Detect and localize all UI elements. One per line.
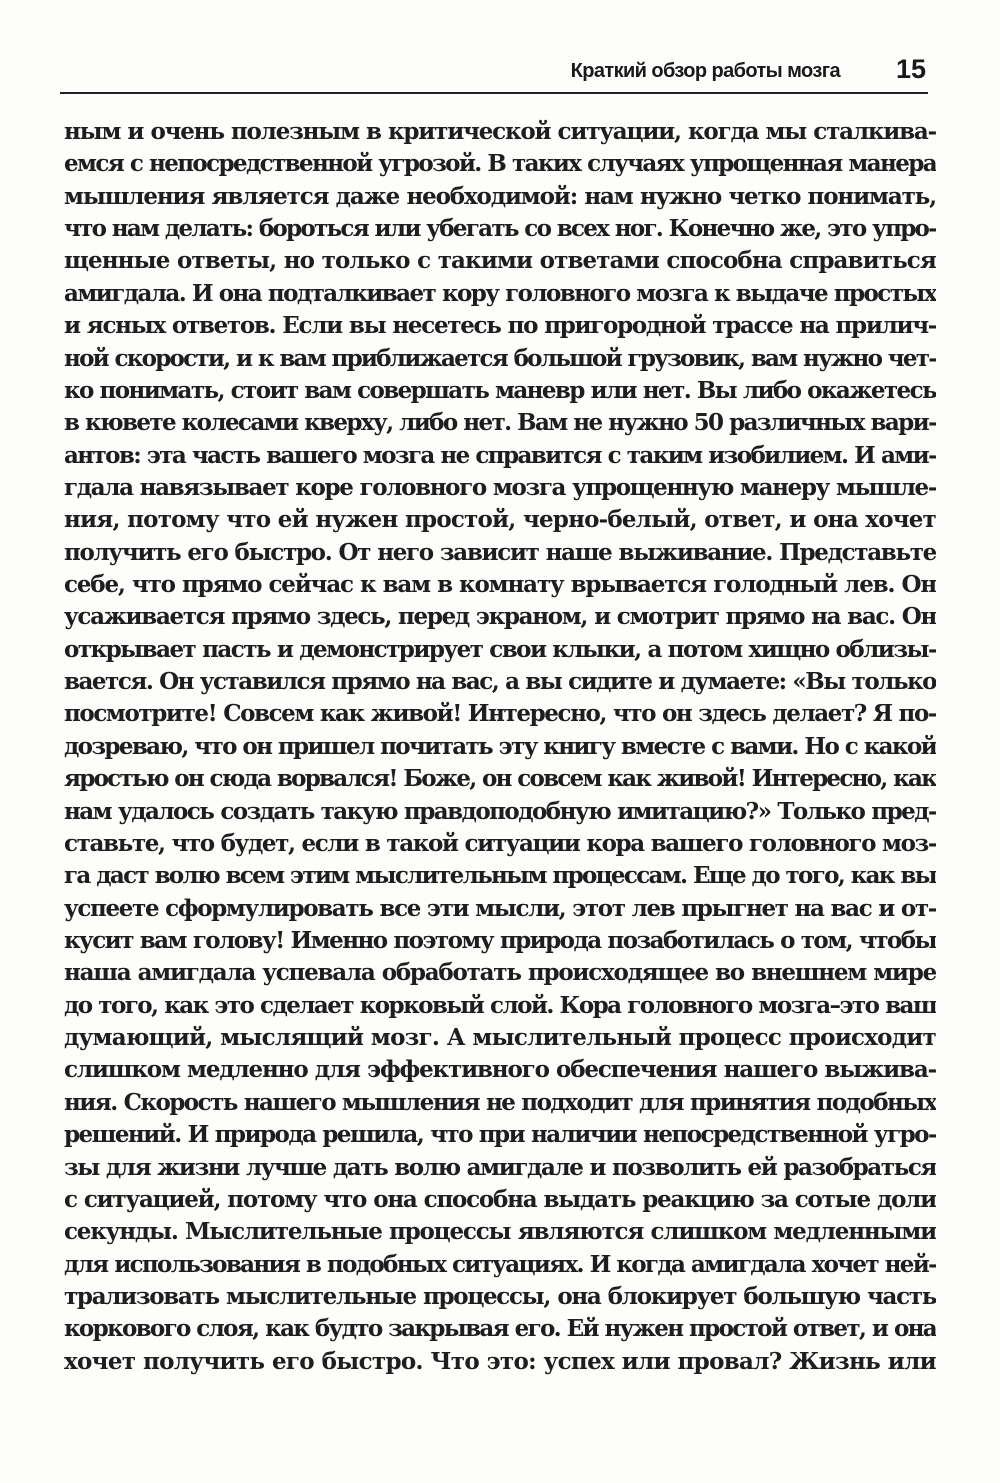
text-line: хочет получить его быстро. Что это: успех или провал? Жизнь или xyxy=(64,1347,936,1375)
text-line: амигдала. И она подталкивает кору головного мозга к выдаче простых xyxy=(64,279,936,307)
text-line: ставьте, что будет, если в такой ситуации кора вашего головного моз- xyxy=(64,829,936,857)
text-line: с ситуацией, потому что она способна выдать реакцию за сотые доли xyxy=(64,1185,936,1213)
text-line: решений. И природа решила, что при наличии непосредственной угро- xyxy=(64,1121,936,1149)
text-line: секунды. Мыслительные процессы являются слишком медленными xyxy=(64,1218,936,1246)
text-line: яростью он сюда ворвался! Боже, он совсем как живой! Интересно, как xyxy=(64,765,936,793)
text-line: и ясных ответов. Если вы несетесь по пригородной трассе на прилич- xyxy=(64,312,936,340)
text-line: ния, потому что ей нужен простой, черно-белый, ответ, и она хочет xyxy=(64,506,936,534)
text-line: щенные ответы, но только с такими ответами способна справиться xyxy=(64,247,936,275)
text-line: себе, что прямо сейчас к вам в комнату врывается голодный лев. Он xyxy=(64,571,936,599)
text-line: трализовать мыслительные процессы, она блокирует большую часть xyxy=(64,1282,936,1310)
text-line: посмотрите! Совсем как живой! Интересно, что он здесь делает? Я по- xyxy=(64,700,936,728)
body-text xyxy=(64,116,936,1378)
text-line: нам удалось создать такую правдоподобную имитацию?» Только пред- xyxy=(64,797,936,825)
text-line: что нам делать: бороться или убегать со всех ног. Конечно же, это упро- xyxy=(64,215,936,243)
text-line: ной скорости, и к вам приближается большой грузовик, вам нужно чет- xyxy=(64,344,936,372)
text-line: открывает пасть и демонстрирует свои клыки, а потом хищно облизы- xyxy=(64,635,936,663)
text-line: мышления является даже необходимой: нам нужно четко понимать, xyxy=(64,182,936,210)
text-line: дозреваю, что он пришел почитать эту книгу вместе с вами. Но с какой xyxy=(64,732,936,760)
text-line: наша амигдала успевала обработать происходящее во внешнем мире xyxy=(64,959,936,987)
text-line: думающий, мыслящий мозг. А мыслительный процесс происходит xyxy=(64,1024,936,1052)
text-line: вается. Он уставился прямо на вас, а вы сидите и думаете: «Вы только xyxy=(64,668,936,696)
text-line: емся с непосредственной угрозой. В таких случаях упрощенная манера xyxy=(64,150,936,178)
text-line: для использования в подобных ситуациях. И когда амигдала хочет ней- xyxy=(64,1250,936,1278)
text-line: зы для жизни лучше дать волю амигдале и позволить ей разобраться xyxy=(64,1153,936,1181)
page-number: 15 xyxy=(895,54,926,84)
text-line: коркового слоя, как будто закрывая его. Ей нужен простой ответ, и она xyxy=(64,1315,936,1343)
text-line: гдала навязывает коре головного мозга упрощенную манеру мышле- xyxy=(64,473,936,501)
text-line: успеете сформулировать все эти мысли, этот лев прыгнет на вас и от- xyxy=(64,894,936,922)
running-title: Краткий обзор работы мозга xyxy=(570,60,840,82)
text-line: га даст волю всем этим мыслительным процессам. Еще до того, как вы xyxy=(64,862,936,890)
text-line: до того, как это сделает корковый слой. Кора головного мозга–это ваш xyxy=(64,991,936,1019)
text-line: получить его быстро. От него зависит наше выживание. Представьте xyxy=(64,538,936,566)
text-line: ным и очень полезным в критической ситуации, когда мы сталкива- xyxy=(64,118,936,145)
text-line: кусит вам голову! Именно поэтому природа позаботилась о том, чтобы xyxy=(64,926,936,954)
text-line: в кювете колесами кверху, либо нет. Вам не нужно 50 различных вари- xyxy=(64,409,936,437)
text-line: ния. Скорость нашего мышления не подходит для принятия подобных xyxy=(64,1088,936,1116)
text-line: усаживается прямо здесь, перед экраном, и смотрит прямо на вас. Он xyxy=(64,603,936,631)
text-line: ко понимать, стоит вам совершать маневр или нет. Вы либо окажетесь xyxy=(64,376,936,404)
text-line: слишком медленно для эффективного обеспечения нашего выжива- xyxy=(64,1056,936,1084)
text-line: антов: эта часть вашего мозга не справится с таким изобилием. И ами- xyxy=(64,441,936,469)
page-header xyxy=(60,56,928,94)
